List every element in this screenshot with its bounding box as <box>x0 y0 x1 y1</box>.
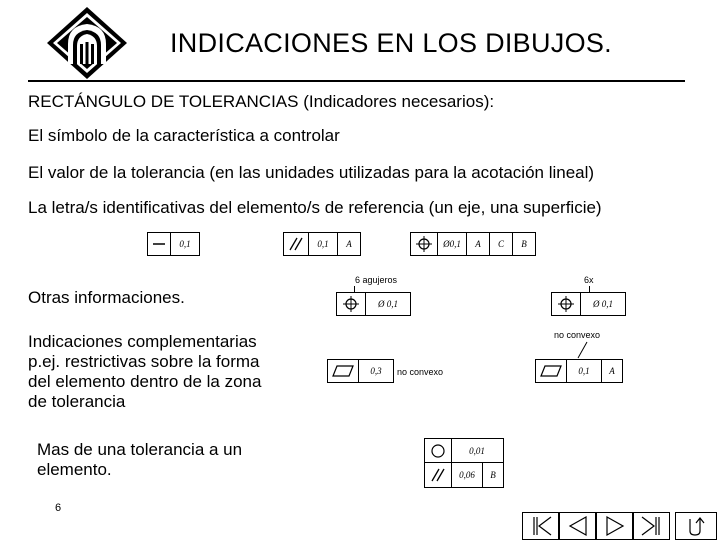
tolerance-value: Ø0,1 <box>437 233 466 255</box>
previous-page-icon <box>564 515 592 537</box>
annotation-note: no convexo <box>554 330 601 340</box>
position-icon <box>552 293 580 315</box>
leader-line <box>575 341 589 359</box>
logo-emblem-icon <box>46 6 128 80</box>
datum-reference: A <box>466 233 489 255</box>
previous-page-button[interactable] <box>559 512 596 540</box>
datum-reference: C <box>489 233 512 255</box>
next-page-button[interactable] <box>596 512 633 540</box>
straightness-icon <box>148 233 170 255</box>
text-line: Indicaciones complementarias <box>28 332 257 351</box>
parallelism-icon <box>284 233 308 255</box>
title-divider <box>28 80 685 82</box>
annotation-note: 6x <box>584 275 594 285</box>
frame-row <box>425 463 503 487</box>
tolerance-value: Ø 0,1 <box>365 293 410 315</box>
text-line: elemento. <box>37 460 112 479</box>
annotation-note: no convexo <box>397 367 444 377</box>
tolerance-frame-stacked <box>424 438 504 488</box>
position-icon <box>337 293 365 315</box>
datum-reference: A <box>337 233 360 255</box>
parallelism-icon <box>425 463 451 487</box>
return-icon <box>681 515 711 537</box>
tolerance-frame-parallelism <box>283 232 361 256</box>
text-multiple <box>37 440 242 480</box>
tolerance-frame-position <box>551 292 626 316</box>
text-line: del elemento dentro de la zona <box>28 372 262 391</box>
next-page-icon <box>601 515 629 537</box>
page-title: INDICACIONES EN LOS DIBUJOS. <box>170 28 612 58</box>
first-page-button[interactable] <box>522 512 559 540</box>
first-page-icon <box>527 515 555 537</box>
last-page-button[interactable] <box>633 512 670 540</box>
datum-reference: B <box>482 463 503 487</box>
frame-row <box>425 439 503 463</box>
roundness-icon <box>425 439 451 462</box>
text-other-info: Otras informaciones. <box>28 288 185 307</box>
flatness-icon <box>328 360 358 382</box>
datum-reference: B <box>512 233 535 255</box>
tolerance-frame-position <box>336 292 411 316</box>
tolerance-value: 0,1 <box>566 360 601 382</box>
position-icon <box>411 233 437 255</box>
tolerance-value: 0,3 <box>358 360 393 382</box>
tolerance-frame-flatness <box>535 359 623 383</box>
text-line-value: El valor de la tolerancia (en las unidades utilizadas para la acotación lineal) <box>28 163 595 182</box>
text-line: Mas de una tolerancia a un <box>37 440 243 459</box>
annotation-note: 6 agujeros <box>355 275 398 285</box>
last-page-icon <box>638 515 666 537</box>
section-heading: RECTÁNGULO DE TOLERANCIAS (Indicadores necesarios): <box>28 92 495 111</box>
text-line-reference: La letra/s identificativas del elemento/s de referencia (un eje, una superficie) <box>28 198 602 217</box>
tolerance-value: 0,06 <box>451 463 482 487</box>
flatness-icon <box>536 360 566 382</box>
return-button[interactable] <box>675 512 717 540</box>
text-complementary <box>28 332 261 412</box>
tolerance-value: 0,01 <box>451 439 502 462</box>
text-line: de tolerancia <box>28 392 126 411</box>
text-line-symbol: El símbolo de la característica a controlar <box>28 126 340 145</box>
tolerance-frame-straightness <box>147 232 200 256</box>
datum-reference: A <box>601 360 622 382</box>
page-number: 6 <box>55 502 62 514</box>
tolerance-frame-position <box>410 232 536 256</box>
tolerance-value: 0,1 <box>170 233 199 255</box>
tolerance-frame-flatness <box>327 359 394 383</box>
tolerance-value: 0,1 <box>308 233 337 255</box>
text-line: p.ej. restrictivas sobre la forma <box>28 352 260 371</box>
tolerance-value: Ø 0,1 <box>580 293 625 315</box>
